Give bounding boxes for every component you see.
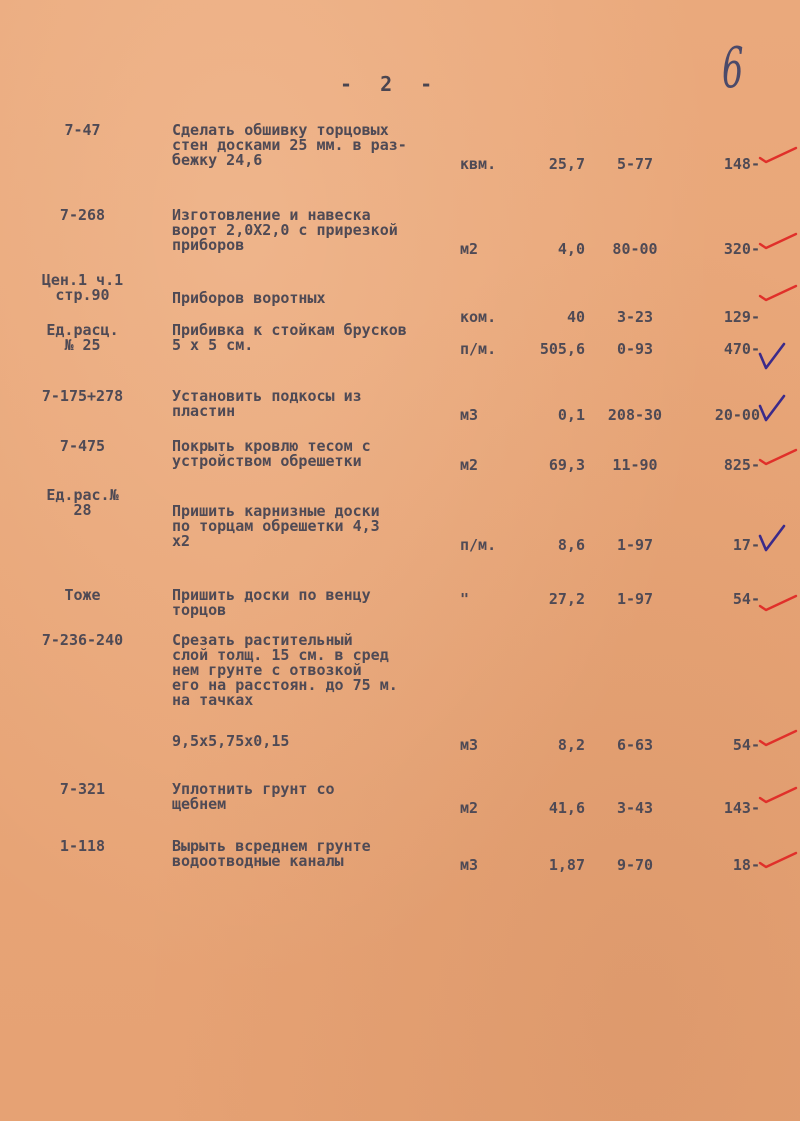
item-description: Приборов воротных [172, 289, 326, 307]
item-price: 0-93 [616, 340, 654, 358]
item-total: 54- [732, 736, 760, 754]
item-description: пластин [172, 402, 236, 420]
item-description: Покрыть кровлю тесом с [172, 437, 371, 455]
red-checkmark-icon [758, 282, 798, 304]
item-description: 5 х 5 см. [172, 336, 254, 354]
item-description: торцов [172, 601, 227, 619]
item-code: 7-475 [59, 437, 106, 455]
item-code: Тоже [64, 586, 101, 604]
item-unit: п/м. [460, 340, 497, 358]
item-quantity: 8,2 [557, 736, 585, 754]
item-description: 9,5х5,75х0,15 [172, 732, 290, 750]
item-quantity: 40 [566, 308, 585, 326]
item-quantity: 1,87 [548, 856, 585, 874]
item-code: 1-118 [59, 837, 106, 855]
red-checkmark-icon [758, 446, 798, 468]
item-description: Установить подкосы из [172, 387, 362, 405]
item-description: слой толщ. 15 см. в сред [172, 646, 389, 664]
item-unit: м3 [460, 856, 479, 874]
item-price: 3-23 [616, 308, 654, 326]
item-description: нем грунте с отвозкой [172, 661, 362, 679]
item-total: 143- [723, 799, 760, 817]
item-code: Ед.расц. [46, 321, 119, 339]
item-unit: м2 [460, 240, 479, 258]
item-total: 54- [732, 590, 760, 608]
item-code: стр.90 [55, 286, 110, 304]
item-description: х2 [172, 532, 191, 550]
blue-checkmark-icon [758, 394, 788, 424]
red-checkmark-icon [758, 230, 798, 252]
item-unit: м2 [460, 799, 479, 817]
item-unit: ком. [460, 308, 497, 326]
item-description: водоотводные каналы [172, 852, 344, 870]
item-total: 17- [732, 536, 760, 554]
item-price: 11-90 [612, 456, 658, 474]
item-description: Вырыть всреднем грунте [172, 837, 371, 855]
item-description: Пришить карнизные доски [172, 502, 380, 520]
item-description: Срезать растительный [172, 631, 353, 649]
item-code: 7-175+278 [41, 387, 124, 405]
item-quantity: 505,6 [539, 340, 585, 358]
item-price: 1-97 [616, 590, 654, 608]
item-unit: м3 [460, 406, 479, 424]
item-total: 148- [723, 155, 760, 173]
item-price: 3-43 [616, 799, 654, 817]
item-quantity: 8,6 [557, 536, 585, 554]
item-quantity: 4,0 [557, 240, 585, 258]
item-total: 825- [723, 456, 760, 474]
item-quantity: 41,6 [548, 799, 585, 817]
item-total: 470- [723, 340, 760, 358]
item-price: 5-77 [616, 155, 654, 173]
item-total: 320- [723, 240, 760, 258]
item-code: 28 [73, 501, 92, 519]
item-quantity: 25,7 [548, 155, 585, 173]
item-description: приборов [172, 236, 245, 254]
item-description: щебнем [172, 795, 227, 813]
item-description: ворот 2,0Х2,0 с прирезкой [172, 221, 398, 239]
item-description: стен досками 25 мм. в раз- [172, 136, 407, 154]
item-description: бежку 24,6 [172, 151, 263, 169]
item-price: 80-00 [612, 240, 658, 258]
item-quantity: 69,3 [548, 456, 585, 474]
item-code: 7-268 [59, 206, 106, 224]
item-code: 7-321 [59, 780, 106, 798]
item-description: Сделать обшивку торцовых [172, 121, 389, 139]
item-description: Уплотнить грунт со [172, 780, 335, 798]
red-checkmark-icon [758, 849, 798, 871]
item-unit: п/м. [460, 536, 497, 554]
item-unit: " [460, 590, 470, 608]
red-checkmark-icon [758, 592, 798, 614]
item-price: 208-30 [607, 406, 663, 424]
item-description: Изготовление и навеска [172, 206, 371, 224]
item-price: 9-70 [616, 856, 654, 874]
item-description: на тачках [172, 691, 254, 709]
item-code: № 25 [64, 336, 101, 354]
item-description: Прибивка к стойкам брусков [172, 321, 407, 339]
item-description: Пришить доски по венцу [172, 586, 371, 604]
item-description: по торцам обрешетки 4,3 [172, 517, 380, 535]
item-code: 7-47 [64, 121, 101, 139]
item-price: 6-63 [616, 736, 654, 754]
item-price: 1-97 [616, 536, 654, 554]
item-code: 7-236-240 [41, 631, 124, 649]
item-unit: квм. [460, 155, 497, 173]
red-checkmark-icon [758, 727, 798, 749]
item-quantity: 0,1 [557, 406, 585, 424]
item-total: 129- [723, 308, 760, 326]
blue-checkmark-icon [758, 524, 788, 554]
handwritten-page-number: 6 [722, 36, 744, 101]
item-quantity: 27,2 [548, 590, 585, 608]
page-number: - 2 - [340, 72, 441, 96]
item-description: устройством обрешетки [172, 452, 362, 470]
red-checkmark-icon [758, 144, 798, 166]
item-code: Ед.рас.№ [46, 486, 119, 504]
item-total: 18- [732, 856, 760, 874]
item-description: его на расстоян. до 75 м. [172, 676, 398, 694]
red-checkmark-icon [758, 784, 798, 806]
item-total: 20-00 [714, 406, 760, 424]
item-unit: м3 [460, 736, 479, 754]
item-code: Цен.1 ч.1 [41, 271, 124, 289]
item-unit: м2 [460, 456, 479, 474]
blue-checkmark-icon [758, 342, 788, 372]
